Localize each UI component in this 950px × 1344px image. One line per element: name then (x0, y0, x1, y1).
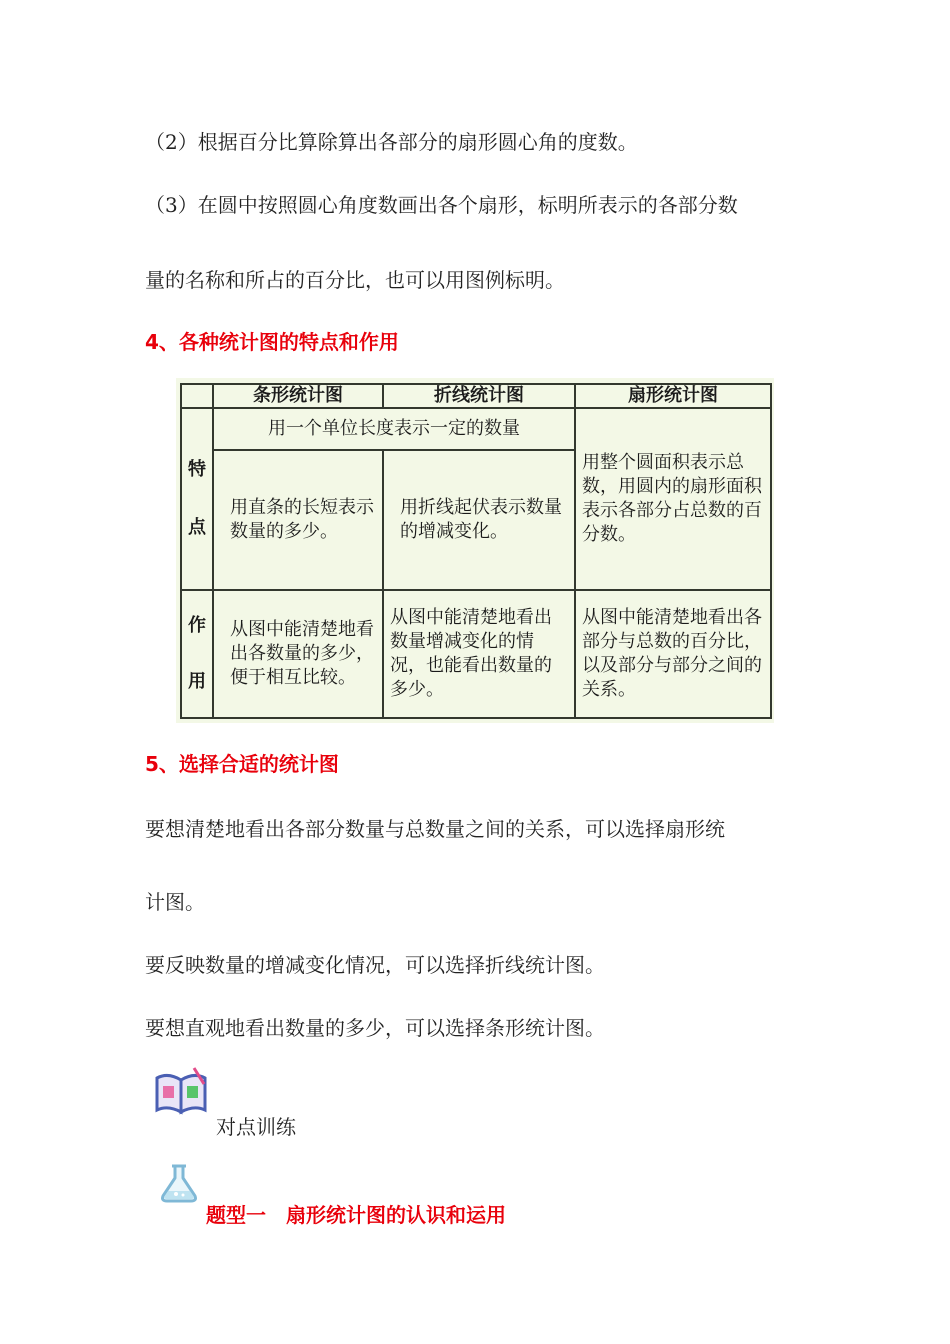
feature-line-cell: 用折线起伏表示数量的增减变化。 (383, 450, 575, 590)
section5-p3: 要想直观地看出数量的多少，可以选择条形统计图。 (145, 1016, 605, 1040)
feature-pie-cell: 用整个圆面积表示总数，用圆内的扇形面积表示各部分占总数的百分数。 (575, 408, 771, 590)
section5-p1-line1: 要想清楚地看出各部分数量与总数量之间的关系，可以选择扇形统 (145, 817, 725, 841)
flask-icon (156, 1160, 202, 1206)
feature-bar-cell: 用直条的长短表示数量的多少。 (213, 450, 383, 590)
table-header-row (181, 384, 771, 408)
table-row (181, 590, 771, 718)
table-corner-cell (181, 384, 213, 408)
practice-label: 对点训练 (216, 1115, 296, 1139)
header-bar-chart: 条形统计图 (213, 384, 383, 408)
use-pie-cell: 从图中能清楚地看出各部分与总数的百分比，以及部分与部分之间的关系。 (575, 590, 771, 718)
row-label-feature: 特 点 (181, 408, 213, 590)
section5-p2: 要反映数量的增减变化情况，可以选择折线统计图。 (145, 953, 605, 977)
step2-text: （2）根据百分比算除算出各部分的扇形圆心角的度数。 (145, 130, 638, 154)
row-label-use: 作 用 (181, 590, 213, 718)
use-line-cell: 从图中能清楚地看出数量增减变化的情况，也能看出数量的多少。 (383, 590, 575, 718)
section5-heading: 5、选择合适的统计图 (145, 752, 339, 776)
header-pie-chart: 扇形统计图 (575, 384, 771, 408)
step3-text-line2: 量的名称和所占的百分比，也可以用图例标明。 (145, 268, 565, 292)
table-row (181, 408, 771, 450)
header-line-chart: 折线统计图 (383, 384, 575, 408)
use-bar-cell: 从图中能清楚地看出各数量的多少，便于相互比较。 (213, 590, 383, 718)
step3-text-line1: （3）在圆中按照圆心角度数画出各个扇形，标明所表示的各部分数 (145, 193, 738, 217)
section5-p1-line2: 计图。 (145, 890, 205, 914)
feature-common-cell: 用一个单位长度表示一定的数量 (213, 408, 575, 450)
topic-heading: 题型一 扇形统计图的认识和运用 (206, 1203, 506, 1227)
open-book-icon (154, 1064, 210, 1120)
chart-comparison-table-figure (176, 378, 774, 723)
chart-comparison-table (180, 383, 772, 719)
section4-heading: 4、各种统计图的特点和作用 (145, 330, 399, 354)
